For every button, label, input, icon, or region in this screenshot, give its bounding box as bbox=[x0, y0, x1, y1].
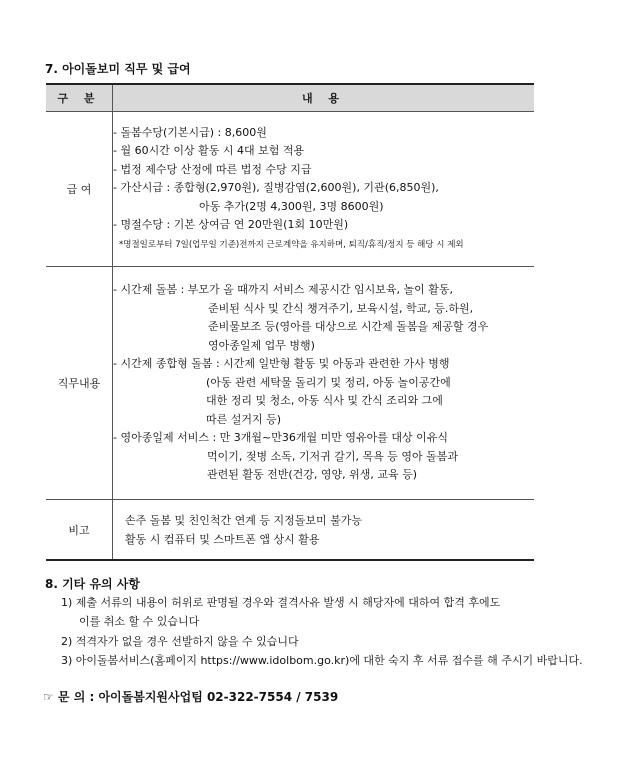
duty-line: 준비된 식사 및 간식 챙겨주기, 보육시설, 학교, 등.하원, bbox=[208, 301, 474, 315]
remark-line: 활동 시 컴퓨터 및 스마트폰 앱 상시 활용 bbox=[125, 532, 320, 546]
inquiry-contact: ☞ 문 의 : 아이돌봄지원사업팀 02-322-7554 / 7539 bbox=[43, 690, 339, 704]
duty-line: 먹이기, 젖병 소독, 기저귀 갈기, 목욕 등 영아 돌봄과 bbox=[207, 449, 458, 463]
table-row-duties bbox=[46, 267, 534, 500]
header-category: 구 분 bbox=[46, 84, 113, 112]
notice-item: 1) 제출 서류의 내용이 허위로 판명될 경우와 결격사유 발생 시 해당자에 대하여 합격 후에도 bbox=[61, 596, 501, 609]
pay-line: - 월 60시간 이상 활동 시 4대 보험 적용 bbox=[113, 144, 305, 157]
notice-item: 이를 취소 할 수 있습니다 bbox=[79, 615, 200, 628]
section-8-title: 8. 기타 유의 사항 bbox=[45, 577, 140, 591]
duties-content bbox=[113, 267, 535, 500]
pay-line: - 명절수당 : 기본 상여금 연 20만원(1회 10만원) bbox=[113, 218, 349, 231]
duty-line: - 영아종일제 서비스 : 만 3개월~만36개월 미만 영유아를 대상 이유식 bbox=[113, 431, 449, 445]
duty-line: 대한 정리 및 청소, 아동 식사 및 간식 조리와 그에 bbox=[206, 394, 443, 408]
duty-line: - 시간제 돌봄 : 부모가 올 때까지 서비스 제공시간 임시보육, 놀이 활동, bbox=[113, 283, 454, 297]
section-7-title: 7. 아이돌보미 직무 및 급여 bbox=[45, 62, 191, 76]
duty-line: 영아종일제 업무 병행) bbox=[208, 338, 315, 352]
header-content: 내 용 bbox=[113, 84, 535, 112]
notice-item: 2) 적격자가 없을 경우 선발하지 않을 수 있습니다 bbox=[61, 635, 299, 648]
pay-line: - 법정 제수당 산정에 따른 법정 수당 지급 bbox=[113, 162, 312, 176]
duty-line: 준비물보조 등(영아를 대상으로 시간제 돌봄을 제공할 경우 bbox=[208, 320, 489, 334]
pay-note: *명절일로부터 7일(업무일 기준)전까지 근로계약을 유지하며, 퇴직/휴직/정지 등 해당 시 제외 bbox=[119, 239, 464, 250]
duty-line: 따른 설거지 등) bbox=[206, 412, 282, 426]
remark-line: 손주 돌봄 및 친인척간 연계 등 지정돌보미 불가능 bbox=[125, 513, 362, 527]
table-header-row bbox=[46, 84, 534, 112]
pay-line: 아동 추가(2명 4,300원, 3명 8600원) bbox=[199, 199, 384, 213]
notice-item: 3) 아이돌봄서비스(홈페이지 https://www.idolbom.go.kr)에 대한 숙지 후 서류 접수를 해 주시기 바랍니다. bbox=[61, 654, 583, 667]
pay-line: - 가산시급 : 종합형(2,970원), 질병감염(2,600원), 기관(6,850원), bbox=[113, 181, 439, 194]
remarks-content bbox=[113, 500, 535, 561]
row-label-remarks: 비고 bbox=[46, 500, 113, 561]
table-row-pay bbox=[46, 112, 534, 267]
duty-line: (아동 관련 세탁물 돌리기 및 정리, 아동 놀이공간에 bbox=[206, 375, 451, 389]
pay-content bbox=[113, 112, 535, 267]
row-label-duties: 직무내용 bbox=[46, 267, 113, 500]
duty-line: - 시간제 종합형 돌봄 : 시간제 일반형 활동 및 아동과 관련한 가사 병행 bbox=[113, 357, 450, 371]
duty-pay-table bbox=[46, 83, 534, 561]
table-row-remarks bbox=[46, 500, 534, 561]
pay-line: - 돌봄수당(기본시급) : 8,600원 bbox=[113, 125, 267, 139]
duty-line: 관련된 활동 전반(건강, 영양, 위생, 교육 등) bbox=[207, 468, 418, 482]
row-label-pay: 급 여 bbox=[46, 112, 113, 267]
